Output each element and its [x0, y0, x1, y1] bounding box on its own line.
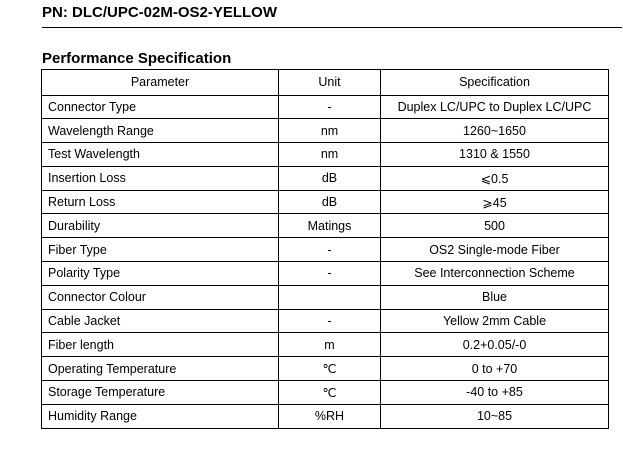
row-unit: [279, 285, 381, 309]
table-row: [42, 214, 609, 238]
table-row: [42, 238, 609, 262]
row-specification: See Interconnection Scheme: [381, 262, 609, 286]
header-unit: Unit: [279, 70, 381, 96]
row-specification: Blue: [381, 285, 609, 309]
row-unit: nm: [279, 143, 381, 167]
row-specification: 1310 & 1550: [381, 143, 609, 167]
table-row: [42, 357, 609, 381]
row-unit: dB: [279, 166, 381, 190]
row-specification: 500: [381, 214, 609, 238]
row-specification: ⩽0.5: [381, 166, 609, 190]
table-row: [42, 166, 609, 190]
row-parameter: Humidity Range: [42, 404, 279, 428]
row-unit: nm: [279, 119, 381, 143]
table-header-row: [42, 70, 609, 96]
row-parameter: Fiber Type: [42, 238, 279, 262]
table-row: [42, 119, 609, 143]
row-parameter: Connector Type: [42, 95, 279, 119]
table-row: [42, 381, 609, 405]
row-specification: 1260~1650: [381, 119, 609, 143]
row-specification: Yellow 2mm Cable: [381, 309, 609, 333]
row-unit: ℃: [279, 381, 381, 405]
row-parameter: Wavelength Range: [42, 119, 279, 143]
row-specification: OS2 Single-mode Fiber: [381, 238, 609, 262]
table-row: [42, 309, 609, 333]
table-row: [42, 95, 609, 119]
row-parameter: Operating Temperature: [42, 357, 279, 381]
row-parameter: Cable Jacket: [42, 309, 279, 333]
row-parameter: Polarity Type: [42, 262, 279, 286]
table-row: [42, 262, 609, 286]
row-unit: dB: [279, 190, 381, 214]
table-row: [42, 404, 609, 428]
row-specification: -40 to +85: [381, 381, 609, 405]
row-specification: Duplex LC/UPC to Duplex LC/UPC: [381, 95, 609, 119]
title-divider: [42, 27, 622, 28]
header-parameter: Parameter: [42, 70, 279, 96]
row-unit: -: [279, 238, 381, 262]
table-row: [42, 143, 609, 167]
row-unit: ℃: [279, 357, 381, 381]
row-unit: Matings: [279, 214, 381, 238]
performance-spec-table: [41, 69, 609, 429]
row-parameter: Return Loss: [42, 190, 279, 214]
row-parameter: Durability: [42, 214, 279, 238]
row-unit: -: [279, 95, 381, 119]
row-parameter: Fiber length: [42, 333, 279, 357]
row-unit: %RH: [279, 404, 381, 428]
row-parameter: Test Wavelength: [42, 143, 279, 167]
header-specification: Specification: [381, 70, 609, 96]
row-parameter: Connector Colour: [42, 285, 279, 309]
table-row: [42, 190, 609, 214]
table-row: [42, 285, 609, 309]
row-specification: 0.2+0.05/-0: [381, 333, 609, 357]
row-unit: -: [279, 309, 381, 333]
row-unit: m: [279, 333, 381, 357]
row-unit: -: [279, 262, 381, 286]
row-parameter: Storage Temperature: [42, 381, 279, 405]
row-specification: ⩾45: [381, 190, 609, 214]
section-title: Performance Specification: [42, 50, 232, 67]
row-parameter: Insertion Loss: [42, 166, 279, 190]
row-specification: 10~85: [381, 404, 609, 428]
part-number-title: PN: DLC/UPC-02M-OS2-YELLOW: [42, 4, 278, 21]
row-specification: 0 to +70: [381, 357, 609, 381]
table-row: [42, 333, 609, 357]
